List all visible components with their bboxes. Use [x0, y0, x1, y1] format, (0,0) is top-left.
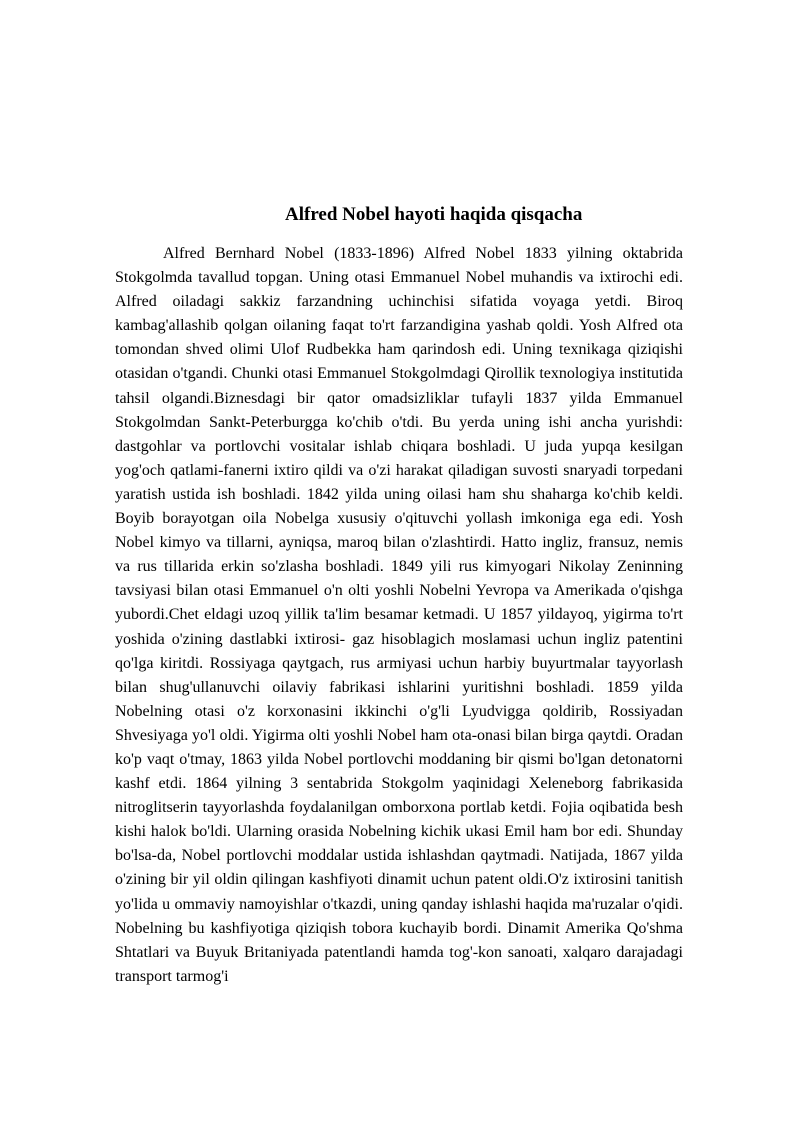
document-title: Alfred Nobel hayoti haqida qisqacha — [285, 204, 583, 225]
body-paragraph: Alfred Bernhard Nobel (1833-1896) Alfred Nobel 1833 yilning oktabrida Stokgolmda tavallud topgan. Uning otasi Emmanuel Nobel muhandis va ixtirochi edi. Alfred oiladagi sakkiz farzandning uchinchisi sifatida voyaga yetdi. Biroq kambag'allashib qolgan oilaning faqat to'rt farzandigina yashab qoldi. Yosh Alfred ota tomondan shved olimi Ulof Rudbekka ham qarindosh edi. Uning texnikaga qiziqishi otasidan o'tgandi. Chunki otasi Emmanuel Stokgolmdagi Qirollik texnologiya institutida tahsil olgandi.Biznesdagi bir qator omadsizliklar tufayli 1837 yilda Emmanuel Stokgolmdan Sankt-Peterburgga ko'chib o'tdi. Bu yerda uning ishi ancha yurishdi: dastgohlar va portlovchi vositalar ishlab chiqara boshladi. U juda yupqa kesilgan yog'och qatlami-fanerni ixtiro qildi va o'zi harakat qiladigan suvosti snaryadi torpedani yaratish ustida ish boshladi. 1842 yilda uning oilasi ham shu shaharga ko'chib keldi. Boyib borayotgan oila Nobelga xususiy o'qituvchi yollash imkoniga ega edi. Yosh Nobel kimyo va tillarni, ayniqsa, maroq bilan o'zlashtirdi. Hatto ingliz, fransuz, nemis va rus tillarida erkin so'zlasha boshladi. 1849 yili rus kimyogari Nikolay Zeninning tavsiyasi bilan otasi Emmanuel o'n olti yoshli Nobelni Yevropa va Amerikada o'qishga yubordi.Chet eldagi uzoq yillik ta'lim besamar ketmadi. U 1857 yildayoq, yigirma to'rt yoshida o'zining dastlabki ixtirosi- gaz hisoblagich moslamasi uchun ingliz patentini qo'lga kiritdi. Rossiyaga qaytgach, rus armiyasi uchun harbiy buyurtmalar tayyorlash bilan shug'ullanuvchi oilaviy fabrikasi ishlarini yuritishni boshladi. 1859 yilda Nobelning otasi o'z korxonasini ikkinchi o'g'li Lyudvigga qoldirib, Rossiyadan Shvesiyaga yo'l oldi. Yigirma olti yoshli Nobel ham ota-onasi bilan birga qaytdi. Oradan ko'p vaqt o'tmay, 1863 yilda Nobel portlovchi moddaning bir qismi bo'lgan detonatorni kashf etdi. 1864 yilning 3 sentabrida Stokgolm yaqinidagi Xeleneborg fabrikasida nitroglitserin tayyorlashda foydalanilgan omborxona portlab ketdi. Fojia oqibatida besh kishi halok bo'ldi. Ularning orasida Nobelning kichik ukasi Emil ham bor edi. Shunday bo'lsa-da, Nobel portlovchi moddalar ustida ishlashdan qaytmadi. Natijada, 1867 yilda o'zining bir yil oldin qilingan kashfiyoti dinamit uchun patent oldi.O'z ixtirosini tanitish yo'lida u ommaviy namoyishlar o'tkazdi, uning qanday ishlashi haqida ma'ruzalar o'qidi. Nobelning bu kashfiyotiga qiziqish tobora kuchayib bordi. Dinamit Amerika Qo'shma Shtatlari va Buyuk Britaniyada patentlandi hamda tog'-kon sanoati, xalqaro darajadagi transport tarmog'i — [115, 245, 683, 985]
